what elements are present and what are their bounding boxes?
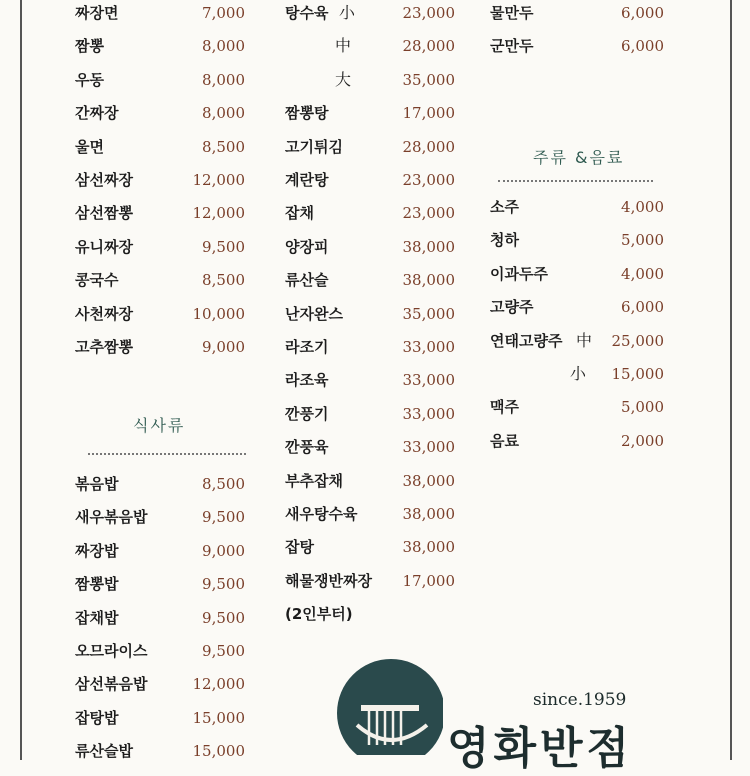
dishes-menu-item	[285, 31, 455, 61]
meals-menu-item	[75, 603, 245, 633]
menu-item-name: 청하	[490, 231, 519, 250]
menu-item-price: 33,000	[402, 404, 455, 423]
drinks-divider	[498, 180, 653, 182]
menu-item-name: 간짜장	[75, 104, 119, 123]
menu-item-name: 양장피	[285, 237, 329, 256]
menu-item-name: 잡채	[285, 204, 314, 223]
noodles-menu-item	[75, 165, 245, 195]
menu-item-price: 12,000	[192, 204, 245, 223]
menu-item-name: 짬뽕밥	[75, 575, 119, 594]
menu-item-price: 15,000	[611, 365, 664, 383]
menu-item-name: 오므라이스	[75, 642, 148, 660]
menu-item-name: 짬뽕	[75, 37, 104, 56]
menu-item-name: 울면	[75, 137, 104, 156]
meals-menu-item	[75, 703, 245, 733]
meals-menu-item	[75, 669, 245, 699]
menu-item-name: 이과두주	[490, 264, 548, 283]
drinks-menu-item	[490, 225, 664, 255]
menu-item-price: 4,000	[621, 264, 664, 283]
since-year: since.1959	[533, 690, 627, 710]
menu-item-name: 우동	[75, 70, 104, 89]
dishes-menu-item	[285, 299, 455, 329]
menu-item-price: 38,000	[402, 271, 455, 290]
dishes-menu-item	[285, 132, 455, 162]
menu-item-price: 33,000	[402, 438, 455, 457]
menu-item-price: 23,000	[402, 4, 455, 22]
drinks-menu-item	[490, 359, 664, 389]
drinks-menu-item	[490, 426, 664, 456]
menu-item-name: 잡채밥	[75, 608, 119, 627]
drinks-menu-item	[490, 192, 664, 222]
menu-item-price: 35,000	[402, 70, 455, 89]
menu-item-price: 35,000	[402, 304, 455, 323]
menu-item-name: (2인부터)	[285, 605, 353, 624]
noodles-menu-item	[75, 198, 245, 228]
noodles-menu-item	[75, 0, 245, 28]
menu-item-name: 고량주	[490, 298, 534, 317]
menu-item-price: 9,500	[202, 508, 245, 527]
menu-item-name: 류산슬	[285, 271, 329, 290]
menu-item-price: 38,000	[402, 237, 455, 256]
dishes-menu-item	[285, 499, 455, 529]
menu-item-price: 9,500	[202, 575, 245, 594]
menu-item-price: 38,000	[402, 471, 455, 490]
menu-item-price: 5,000	[621, 231, 664, 250]
drinks-menu-item	[490, 292, 664, 322]
meals-section-title: 식사류	[133, 416, 186, 435]
menu-item-price: 7,000	[202, 4, 245, 22]
menu-item-price: 33,000	[402, 338, 455, 356]
menu-item-name: 삼선볶음밥	[75, 675, 148, 694]
meals-menu-item	[75, 536, 245, 566]
menu-item-price: 8,500	[202, 271, 245, 290]
menu-item-name: 잡탕	[285, 538, 314, 557]
menu-item-name: 유니짜장	[75, 237, 133, 256]
dishes-menu-item	[285, 432, 455, 462]
restaurant-name: 영화반점	[447, 723, 634, 774]
drinks-section-title: 주류 &음료	[533, 148, 625, 167]
menu-item-price: 17,000	[402, 571, 455, 590]
drinks-menu-item	[490, 259, 664, 289]
dishes-menu-item	[285, 232, 455, 262]
menu-item-name: 사천짜장	[75, 304, 133, 323]
dishes-menu-item	[285, 532, 455, 562]
menu-item-size: 小	[339, 3, 356, 22]
meals-divider	[88, 453, 246, 455]
noodles-menu-item	[75, 98, 245, 128]
menu-item-price: 5,000	[621, 398, 664, 417]
noodles-menu-item	[75, 299, 245, 329]
menu-item-name: 계란탕	[285, 171, 329, 189]
dishes-menu-item	[285, 165, 455, 195]
menu-item-price: 6,000	[621, 298, 664, 317]
menu-item-price: 8,500	[202, 475, 245, 493]
dishes-menu-item	[285, 265, 455, 295]
menu-item-price: 38,000	[402, 538, 455, 557]
menu-item-name: 새우볶음밥	[75, 508, 148, 527]
menu-item-size: 中	[335, 36, 352, 56]
menu-item-price: 8,500	[202, 137, 245, 156]
menu-item-name: 연태고량주	[490, 331, 563, 350]
meals-menu-item	[75, 469, 245, 499]
menu-item-name: 고추짬뽕	[75, 338, 133, 356]
dishes-menu-item	[285, 0, 455, 28]
menu-item-price: 8,000	[202, 37, 245, 56]
restaurant-logo-icon	[333, 655, 443, 755]
dishes-menu-item	[285, 599, 455, 629]
menu-item-name: 물만두	[490, 4, 534, 22]
menu-item-name: 음료	[490, 431, 519, 450]
menu-item-name: 탕수육	[285, 4, 329, 22]
dishes-menu-item	[285, 399, 455, 429]
menu-item-name: 깐풍기	[285, 404, 329, 423]
noodles-menu-item	[75, 232, 245, 262]
menu-item-name: 짬뽕탕	[285, 104, 329, 123]
menu-item-name: 라조육	[285, 371, 329, 390]
meals-menu-item	[75, 569, 245, 599]
menu-item-name: 난자완스	[285, 304, 343, 323]
menu-item-name: 부추잡채	[285, 471, 343, 490]
dishes-menu-item	[285, 98, 455, 128]
dumplings-menu-item	[490, 0, 664, 28]
menu-item-price: 9,000	[202, 338, 245, 356]
menu-item-name: 삼선짜장	[75, 171, 133, 189]
meals-menu-item	[75, 636, 245, 666]
dishes-menu-item	[285, 65, 455, 95]
menu-item-name: 새우탕수육	[285, 505, 358, 523]
noodles-menu-item	[75, 132, 245, 162]
menu-item-name: 짜장면	[75, 4, 119, 22]
menu-item-price: 15,000	[192, 742, 245, 761]
menu-item-name: 콩국수	[75, 271, 119, 290]
menu-item-price: 6,000	[621, 4, 664, 22]
dishes-menu-item	[285, 332, 455, 362]
menu-item-price: 9,000	[202, 541, 245, 560]
menu-item-price: 9,500	[202, 237, 245, 256]
menu-item-size: 大	[335, 69, 352, 89]
menu-item-price: 28,000	[402, 137, 455, 156]
menu-item-name: 삼선짬뽕	[75, 204, 133, 223]
noodles-menu-item	[75, 31, 245, 61]
menu-item-price: 23,000	[402, 204, 455, 223]
menu-item-price: 8,000	[202, 70, 245, 89]
menu-item-price: 9,500	[202, 608, 245, 627]
menu-item-price: 6,000	[621, 37, 664, 56]
meals-menu-item	[75, 736, 245, 766]
menu-item-name: 류산슬밥	[75, 742, 133, 761]
drinks-menu-item	[490, 326, 664, 356]
menu-item-name: 맥주	[490, 398, 519, 417]
menu-item-name: 볶음밥	[75, 475, 119, 493]
menu-item-price: 15,000	[192, 708, 245, 727]
drinks-menu-item	[490, 392, 664, 422]
dishes-menu-item	[285, 365, 455, 395]
menu-item-name: 라조기	[285, 338, 329, 356]
menu-item-price: 33,000	[402, 371, 455, 390]
menu-item-price: 28,000	[402, 37, 455, 56]
noodles-menu-item	[75, 65, 245, 95]
menu-item-size: 小	[570, 364, 587, 383]
menu-item-price: 4,000	[621, 198, 664, 216]
menu-item-price: 38,000	[402, 505, 455, 523]
menu-item-price: 8,000	[202, 104, 245, 123]
noodles-menu-item	[75, 332, 245, 362]
menu-item-size: 中	[576, 330, 593, 350]
menu-item-name: 고기튀김	[285, 137, 343, 156]
meals-menu-item	[75, 502, 245, 532]
dishes-menu-item	[285, 198, 455, 228]
menu-item-name: 군만두	[490, 37, 534, 56]
dumplings-menu-item	[490, 31, 664, 61]
menu-item-price: 2,000	[621, 431, 664, 450]
menu-item-price: 23,000	[402, 171, 455, 189]
menu-item-name: 짜장밥	[75, 541, 119, 560]
menu-item-price: 17,000	[402, 104, 455, 123]
menu-item-name: 깐풍육	[285, 438, 329, 457]
menu-item-price: 12,000	[192, 675, 245, 694]
menu-item-name: 잡탕밥	[75, 708, 119, 727]
menu-item-name: 해물쟁반짜장	[285, 571, 372, 590]
menu-item-price: 10,000	[192, 304, 245, 323]
dishes-menu-item	[285, 466, 455, 496]
menu-item-price: 9,500	[202, 642, 245, 660]
menu-item-price: 25,000	[611, 331, 664, 350]
dishes-menu-item	[285, 566, 455, 596]
menu-item-name: 소주	[490, 198, 519, 216]
menu-item-price: 12,000	[192, 171, 245, 189]
noodles-menu-item	[75, 265, 245, 295]
